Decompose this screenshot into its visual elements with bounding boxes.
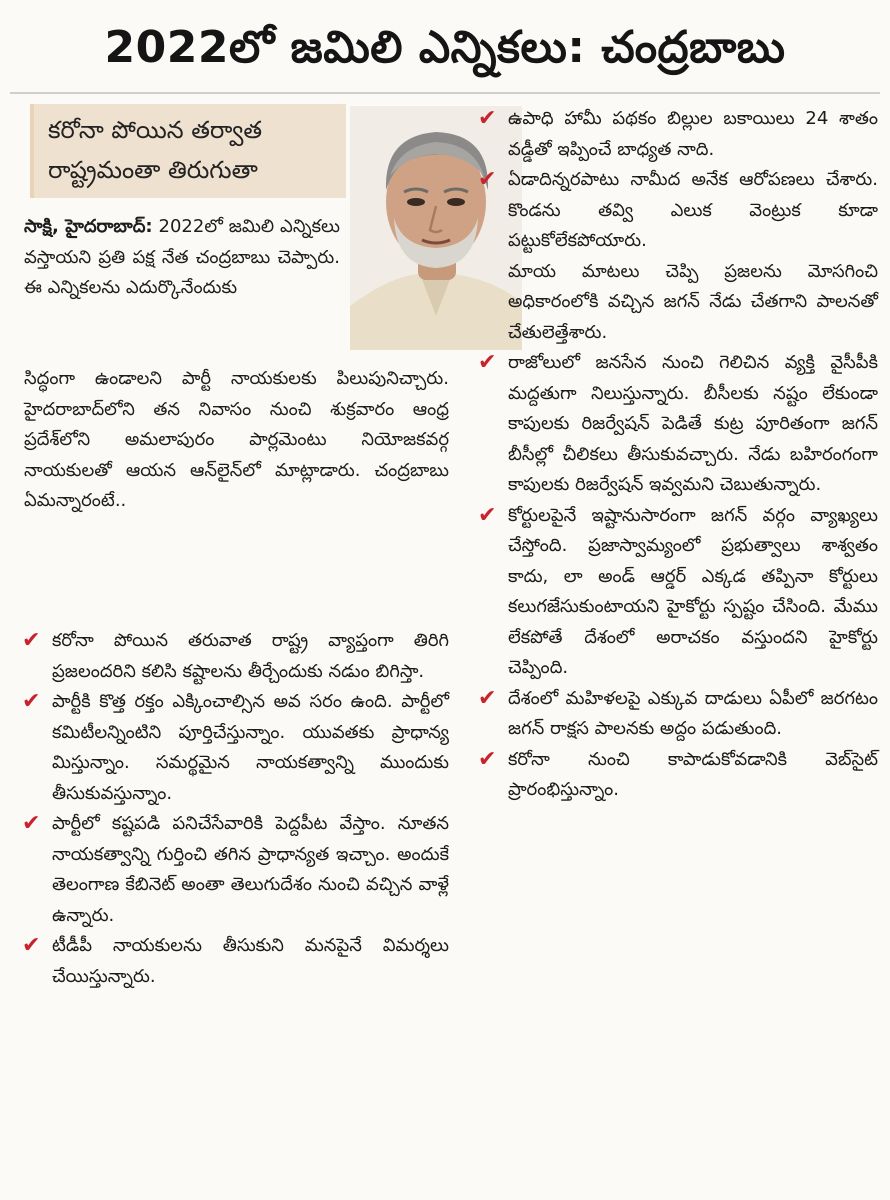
- bullet-text: దేశంలో మహిళలపై ఎక్కువ దాడులు ఏపీలో జరగటం జగన్ రాక్షస పాలనకు అద్దం పడుతుంది.: [508, 687, 878, 739]
- intro-rest-paragraph: సిద్ధంగా ఉండాలని పార్టీ నాయకులకు పిలుపునిచ్చారు. హైదరాబాద్‌లోని తన నివాసం నుంచి శుక్రవారం ఆంధ్ర ప్రదేశ్‌లోని అమలాపురం పార్లమెంటు నియోజకవర్గ నాయకులతో ఆయన ఆన్‌లైన్‌లో మాట్లాడారు. చంద్రబాబు ఏమన్నారంటే..: [24, 368, 449, 511]
- bullet-text: పార్టీకి కొత్త రక్తం ఎక్కించాల్సిన అవ సరం ఉంది. పార్టీలో కమిటీలన్నింటిని పూర్తిచేస్తున్నాం. యువతకు ప్రాధాన్య మిస్తున్నాం. సమర్థమైన నాయకత్వాన్ని ముందుకు తీసుకువస్తున్నాం.: [52, 691, 449, 804]
- list-item: [22, 809, 449, 931]
- headline: 2022లో జమిలి ఎన్నికలు: చంద్రబాబు: [104, 22, 786, 73]
- bullet-text: ఉపాధి హామీ పథకం బిల్లుల బకాయిలు 24 శాతం వడ్డీతో ఇప్పించే బాధ్యత నాది.: [508, 108, 878, 160]
- list-item: [478, 745, 878, 806]
- list-item: [478, 348, 878, 501]
- check-icon: ✔: [478, 502, 497, 528]
- kicker-line-2: రాష్ట్రమంతా తిరుగుతా: [48, 156, 258, 184]
- intro-top: [24, 212, 340, 304]
- list-item: [478, 165, 878, 257]
- check-icon: ✔: [478, 746, 497, 772]
- kicker-line-1: కరోనా పోయిన తర్వాత: [48, 116, 263, 144]
- check-icon: ✔: [478, 167, 497, 192]
- check-icon: ✔: [22, 689, 41, 714]
- list-item: [478, 684, 878, 745]
- left-bullet-list: [22, 626, 449, 992]
- right-column: [478, 104, 878, 806]
- list-item: [22, 931, 449, 992]
- list-item: [478, 501, 878, 684]
- intro-top-paragraph: [24, 212, 340, 304]
- list-item: [478, 104, 878, 165]
- kicker-box: [30, 104, 346, 198]
- check-icon: ✔: [22, 933, 41, 958]
- intro-top-text: 2022లో జమిలి ఎన్నికలు వస్తాయని ప్రతి పక్ష నేత చంద్రబాబు చెప్పారు. ఈ ఎన్నికలను ఎదుర్కొనేందుకు: [24, 216, 340, 298]
- check-icon: ✔: [478, 350, 497, 375]
- check-icon: ✔: [22, 811, 41, 836]
- headline-rule: [10, 92, 880, 94]
- bullet-text: కోర్టులపైనే ఇష్టానుసారంగా జగన్ వర్గం వ్యాఖ్యలు చేస్తోంది. ప్రజాస్వామ్యంలో ప్రభుత్వాలు శాశ్వతం కాదు, లా అండ్ ఆర్డర్ ఎక్కడ తప్పినా కోర్టులు కలుగజేసుకుంటాయని హైకోర్టు స్పష్టం చేసింది. మేము లేకపోతే దేశంలో అరాచకం వస్తుందని హైకోర్టు చెప్పింది.: [508, 504, 878, 678]
- dateline: సాక్షి, హైదరాబాద్:: [24, 216, 153, 237]
- check-icon: ✔: [22, 628, 41, 653]
- paragraph: మాయ మాటలు చెప్పి ప్రజలను మోసగించి అధికారంలోకి వచ్చిన జగన్ నేడు చేతగాని పాలనతో చేతులెత్తేశారు.: [508, 260, 878, 343]
- bullet-text: పార్టీలో కష్టపడి పనిచేసేవారికి పెద్దపీట వేస్తాం. నూతన నాయకత్వాన్ని గుర్తించి తగిన ప్రాధాన్యత ఇచ్చాం. అందుకే తెలంగాణ కేబినెట్ అంతా తెలుగుదేశం నుంచి వచ్చిన వాళ్లే ఉన్నారు.: [52, 813, 449, 926]
- bullet-text: కరోనా పోయిన తరువాత రాష్ట్ర వ్యాప్తంగా తిరిగి ప్రజలందరిని కలిసి కష్టాలను తీర్చేందుకు నడుం బిగిస్తా.: [52, 630, 449, 682]
- bullet-text: రాజోలులో జనసేన నుంచి గెలిచిన వ్యక్తి వైసీపీకి మద్దతుగా నిలుస్తున్నారు. బీసీలకు నష్టం లేకుండా కాపులకు రిజర్వేషన్ పెడితే కుట్ర పూరితంగా జగన్ బీసీల్లో చీలికలు తీసుకువచ్చారు. నేడు బహిరంగంగా కాపులకు రిజర్వేషన్ ఇవ్వమని చెబుతున్నారు.: [508, 352, 878, 495]
- check-icon: ✔: [478, 106, 497, 131]
- check-icon: ✔: [478, 685, 497, 711]
- list-item: [22, 626, 449, 687]
- bullet-text: టీడీపీ నాయకులను తీసుకుని మనపైనే విమర్శలు చేయిస్తున్నారు.: [52, 935, 449, 987]
- list-item: [22, 687, 449, 809]
- intro-rest: [24, 364, 449, 517]
- bullet-text: కరోనా నుంచి కాపాడుకోవడానికి వెబ్‌సైట్ ప్రారంభిస్తున్నాం.: [508, 748, 878, 800]
- bullet-text: ఏడాదిన్నరపాటు నామీద అనేక ఆరోపణలు చేశారు. కొండను తవ్వి ఎలుక వెంట్రుక కూడా పట్టుకోలేకపోయారు.: [508, 169, 878, 251]
